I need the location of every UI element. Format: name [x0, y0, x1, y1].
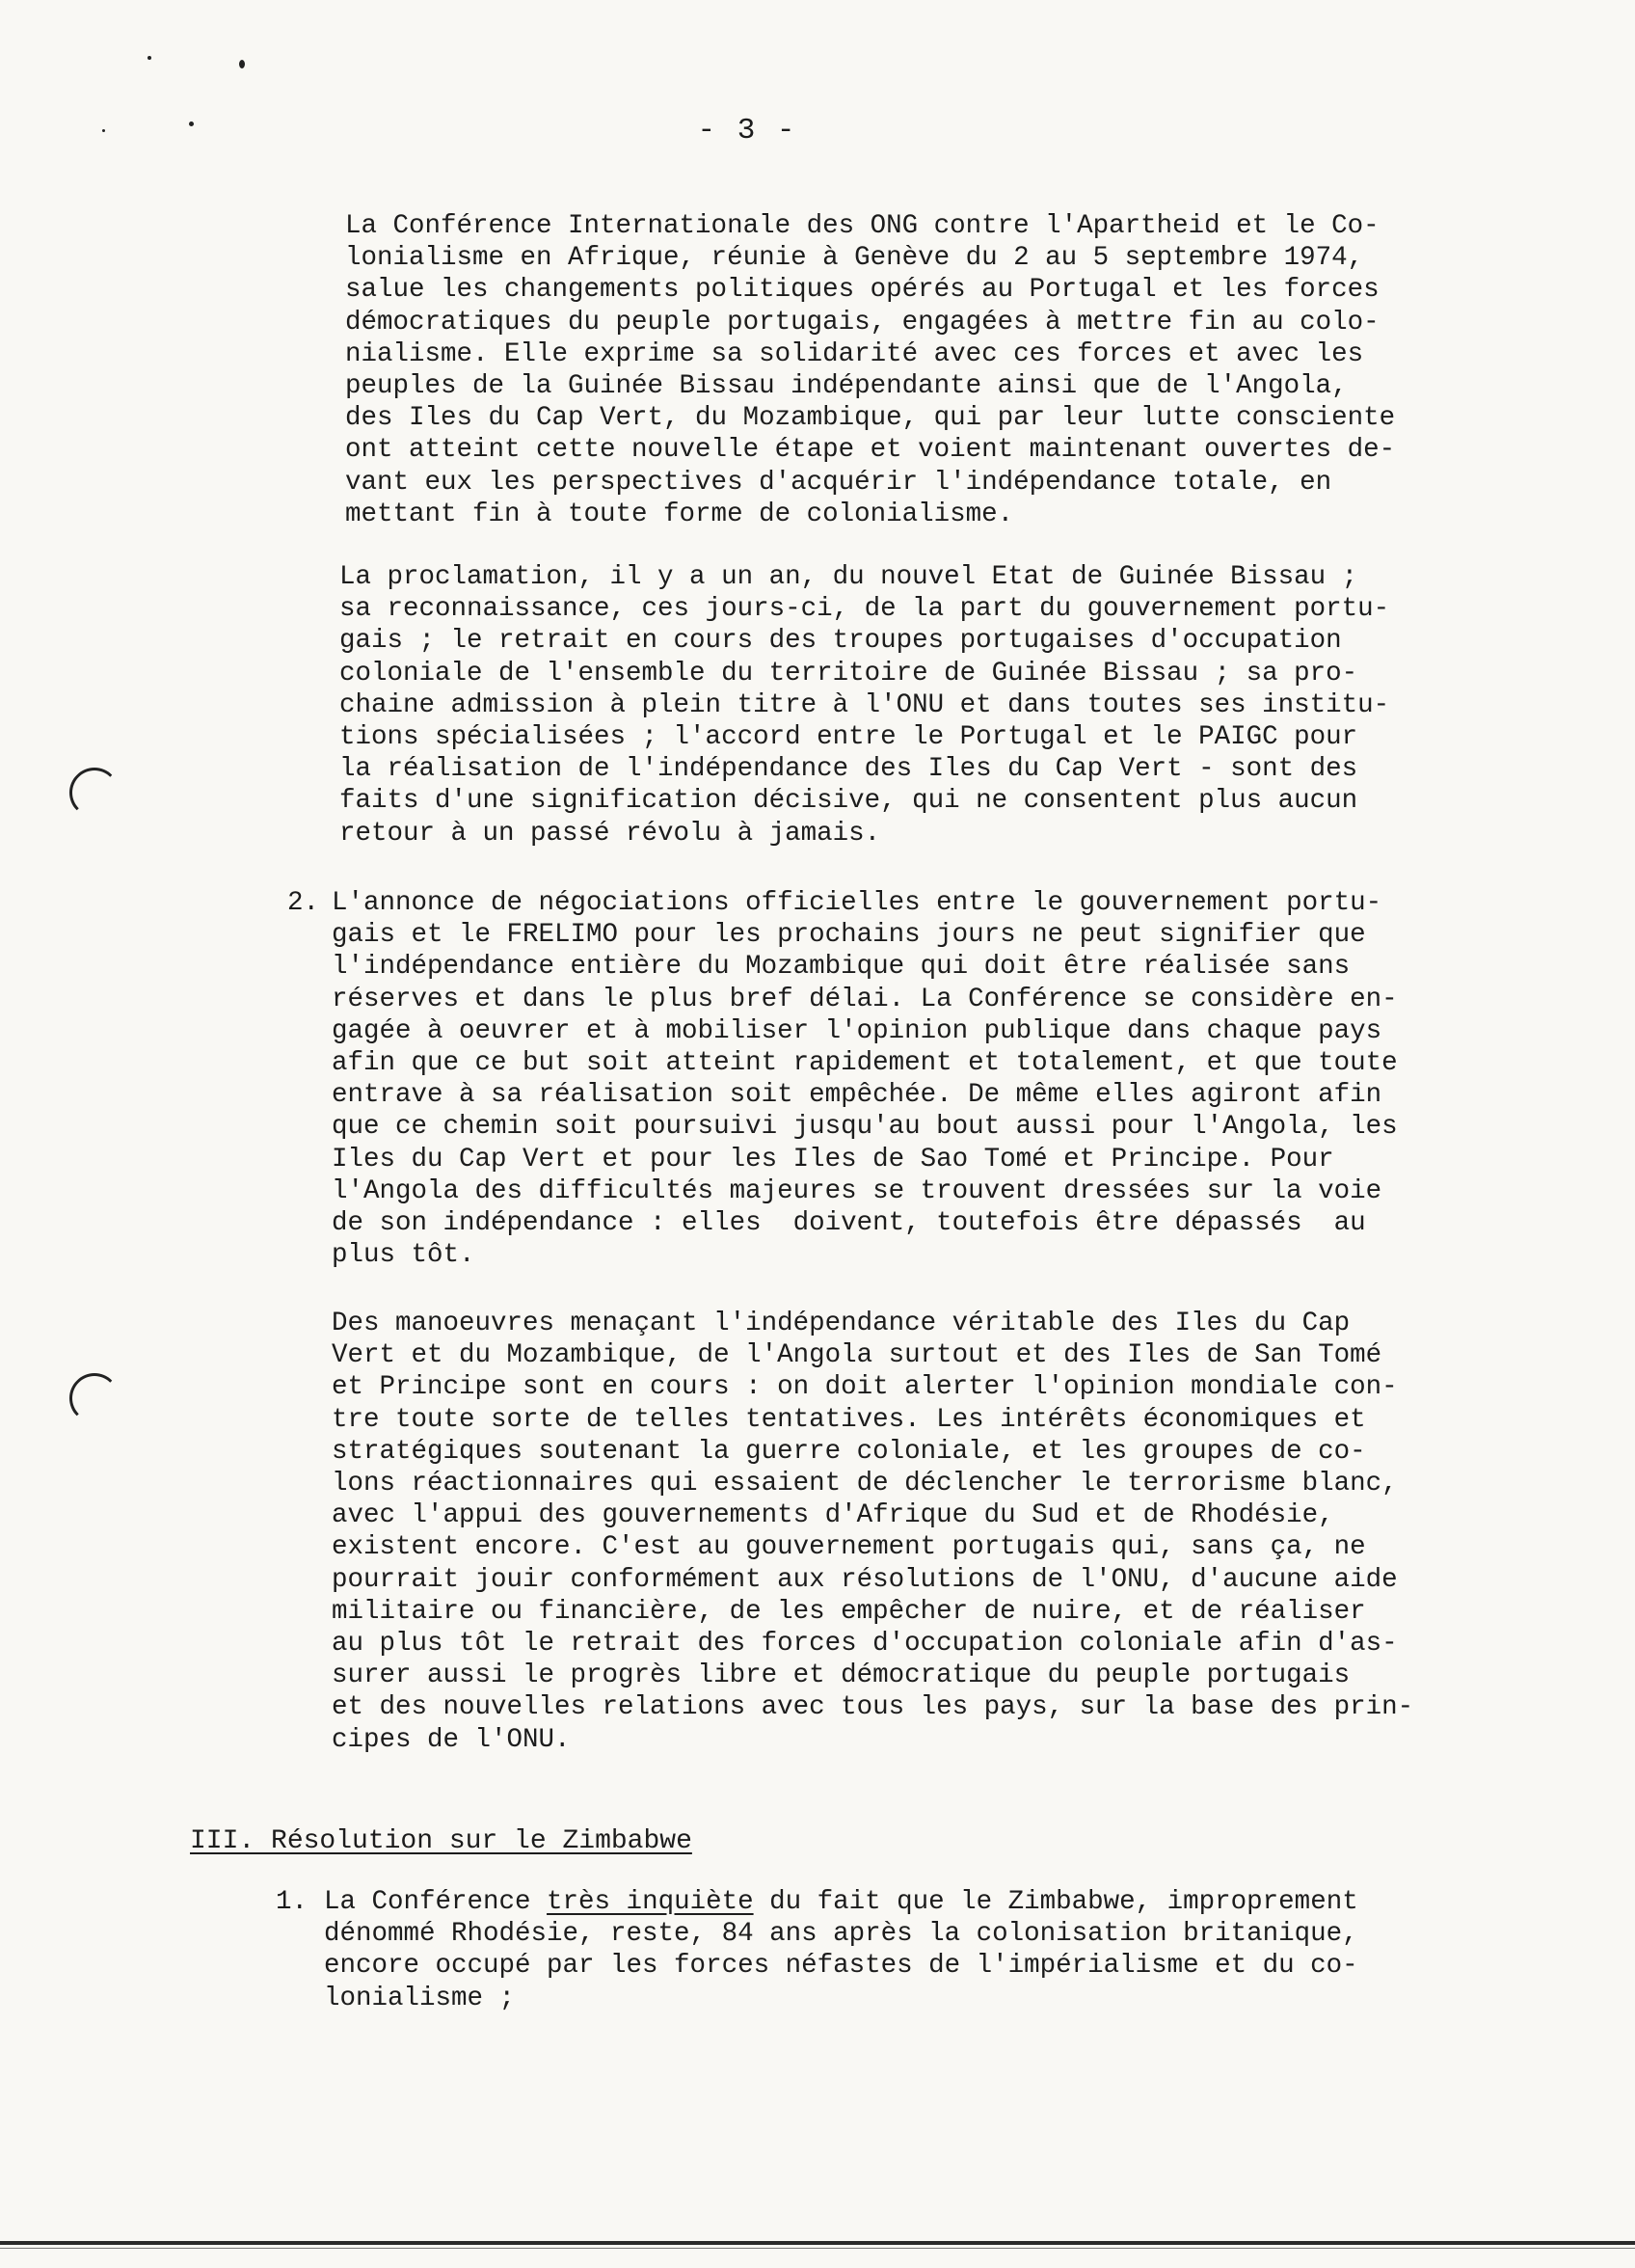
bottom-rule-thin [0, 2248, 1635, 2249]
item-1-line1-rest: du fait que le Zimbabwe, improprement [753, 1887, 1358, 1917]
page-number: - 3 - [697, 114, 797, 148]
item-number-2: 2. [287, 888, 320, 918]
paragraph-guinea-bissau: La proclamation, il y a un an, du nouvel Etat de Guinée Bissau ; sa reconnaissance, ces jours-ci, de la part du gouvernement portu- gais ; le retrait en cours des troupes portugaises d'occupation coloniale de l'ensemble du territoire de Guinée Bissau ; sa pro- chaine admission à plein titre à l'ONU et dans toutes ses institu- tions spécialisées ; l'accord entre le Portugal et le PAIGC pour la réalisation de l'indépendance des Iles du Cap Vert - sont des faits d'une signification décisive, qui ne consentent plus aucun retour à un passé révolu à jamais. [339, 562, 1390, 849]
section-heading-zimbabwe: III. Résolution sur le Zimbabwe [190, 1826, 692, 1856]
punch-hole-mark [59, 1363, 130, 1434]
paragraph-manoeuvres: Des manoeuvres menaçant l'indépendance véritable des Iles du Cap Vert et du Mozambique, de l'Angola surtout et des Iles de San Tomé et Principe sont en cours : on doit alerter l'opinion mondiale con- tre toute sorte de telles tentatives. Les intérêts économiques et stratégiques soutenant la guerre coloniale, et les groupes de co- lons réactionnaires qui essaient de déclencher le terrorisme blanc, avec l'appui des gouvernements d'Afrique du Sud et de Rhodésie, existent encore. C'est au gouvernement portugais qui, sans ça, ne pourrait jouir conformément aux résolutions de l'ONU, d'aucune aide militaire ou financière, de les empêcher de nuire, et de réaliser au plus tôt le retrait des forces d'occupation coloniale afin d'as- surer aussi le progrès libre et démocratique du peuple portugais et des nouvelles relations avec tous les pays, sur la base des prin- cipes de l'ONU. [332, 1309, 1414, 1755]
paragraph-mozambique-negotiations: L'annonce de négociations officielles entre le gouvernement portu- gais et le FRELIMO pour les prochains jours ne peut signifier que l'indépendance entière du Mozambique qui doit être réalisée sans réserves et dans le plus bref délai. La Conférence se considère en- gagée à oeuvrer et à mobiliser l'opinion publique dans chaque pays afin que ce but soit atteint rapidement et totalement, et que toute entrave à sa réalisation soit empêchée. De même elles agiront afin que ce chemin soit poursuivi jusqu'au bout aussi pour l'Angola, les Iles du Cap Vert et pour les Iles de Sao Tomé et Principe. Pour l'Angola des difficultés majeures se trouvent dressées sur la voie de son indépendance : elles doivent, toutefois être dépassés au plus tôt. [332, 888, 1398, 1271]
punch-hole-mark [59, 757, 130, 828]
item-1-rest: dénommé Rhodésie, reste, 84 ans après la colonisation britanique, encore occupé par les forces néfastes de l'impérialisme et du co- lonialisme ; [324, 1919, 1358, 2013]
scan-speck [147, 56, 151, 60]
item-1-lead: La Conférence [324, 1887, 548, 1917]
scan-speck [239, 60, 245, 68]
item-1-underlined-phrase: très inquiète [547, 1887, 754, 1917]
paragraph-zimbabwe-item-1 [324, 1886, 1358, 2014]
item-number-1: 1. [276, 1887, 308, 1917]
bottom-rule [0, 2241, 1635, 2245]
paragraph-conference-intro: La Conférence Internationale des ONG contre l'Apartheid et le Co- lonialisme en Afrique, réunie à Genève du 2 au 5 septembre 1974, salue les changements politiques opérés au Portugal et les forces démocratiques du peuple portugais, engagées à mettre fin au colo- nialisme. Elle exprime sa solidarité avec ces forces et avec les peuples de la Guinée Bissau indépendante ainsi que de l'Angola, des Iles du Cap Vert, du Mozambique, qui par leur lutte consciente ont atteint cette nouvelle étape et voient maintenant ouvertes de- vant eux les perspectives d'acquérir l'indépendance totale, en mettant fin à toute forme de colonialisme. [345, 211, 1396, 529]
